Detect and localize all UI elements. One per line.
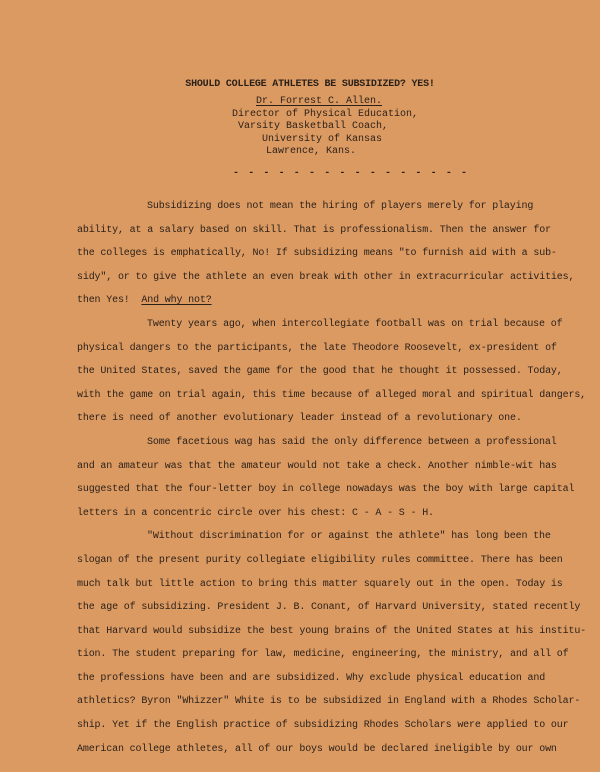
- text-line: the colleges is emphatically, No! If subsidizing means "to furnish aid with a sub-: [77, 248, 557, 260]
- author-position-1: Director of Physical Education,: [232, 108, 419, 120]
- text-line: American college athletes, all of our boys would be declared ineligible by our own: [77, 743, 557, 755]
- text-line: suggested that the four-letter boy in college nowadays was the boy with large capital: [77, 484, 575, 496]
- text-line: Subsidizing does not mean the hiring of players merely for playing: [147, 201, 534, 212]
- text-line: much talk but little action to bring this matter squarely out in the open. Today is: [77, 578, 563, 590]
- text-line: that Harvard would subsidize the best young brains of the United States at his institu-: [77, 625, 587, 637]
- text-span: then Yes!: [77, 295, 130, 307]
- text-line: the age of subsidizing. President J. B. Conant, of Harvard University, stated recently: [77, 602, 581, 614]
- text-line: letters in a concentric circle over his chest: C - A - S - H.: [77, 507, 434, 519]
- author-block: [232, 96, 492, 159]
- text-line: ability, at a salary based on skill. That is professionalism. Then the answer for: [77, 224, 551, 236]
- text-line: Some facetious wag has said the only difference between a professional: [147, 436, 557, 448]
- text-line: athletics? Byron "Whizzer" White is to be subsidized in England with a Rhodes Scholar-: [77, 696, 581, 708]
- underlined-phrase: And why not?: [141, 295, 212, 307]
- document-body: [77, 200, 587, 766]
- author-position-2: Varsity Basketball Coach,: [238, 121, 389, 132]
- text-line: and an amateur was that the amateur would not take a check. Another nimble-wit has: [77, 460, 557, 472]
- author-name: Dr. Forrest C. Allen.: [256, 96, 383, 107]
- text-line: the professions have been and are subsidized. Why exclude physical education and: [77, 672, 546, 684]
- text-line: Twenty years ago, when intercollegiate football was on trial because of: [147, 318, 563, 330]
- text-line: there is need of another evolutionary leader instead of a revolutionary one.: [77, 413, 522, 425]
- text-line: tion. The student preparing for law, medicine, engineering, the ministry, and all of: [77, 649, 569, 661]
- text-line: [77, 294, 557, 318]
- text-line: sidy", or to give the athlete an even break with other in extracurricular activities,: [77, 271, 575, 283]
- text-line: "Without discrimination for or against the athlete" has long been the: [147, 531, 551, 543]
- section-divider: - - - - - - - - - - - - - - - -: [233, 168, 469, 179]
- text-line: ship. Yet if the English practice of subsidizing Rhodes Scholars were applied to our: [77, 720, 569, 732]
- document-title: SHOULD COLLEGE ATHLETES BE SUBSIDIZED? YES!: [185, 79, 435, 90]
- text-line: the United States, saved the game for the good that he thought it possessed. Today,: [77, 366, 563, 378]
- author-location: Lawrence, Kans.: [266, 146, 357, 157]
- text-line: with the game on trial again, this time because of alleged moral and spiritual dangers,: [77, 389, 587, 401]
- text-line: physical dangers to the participants, the late Theodore Roosevelt, ex-president of: [77, 342, 557, 354]
- author-institution: University of Kansas: [262, 133, 383, 145]
- text-line: slogan of the present purity collegiate eligibility rules committee. There has been: [77, 554, 563, 566]
